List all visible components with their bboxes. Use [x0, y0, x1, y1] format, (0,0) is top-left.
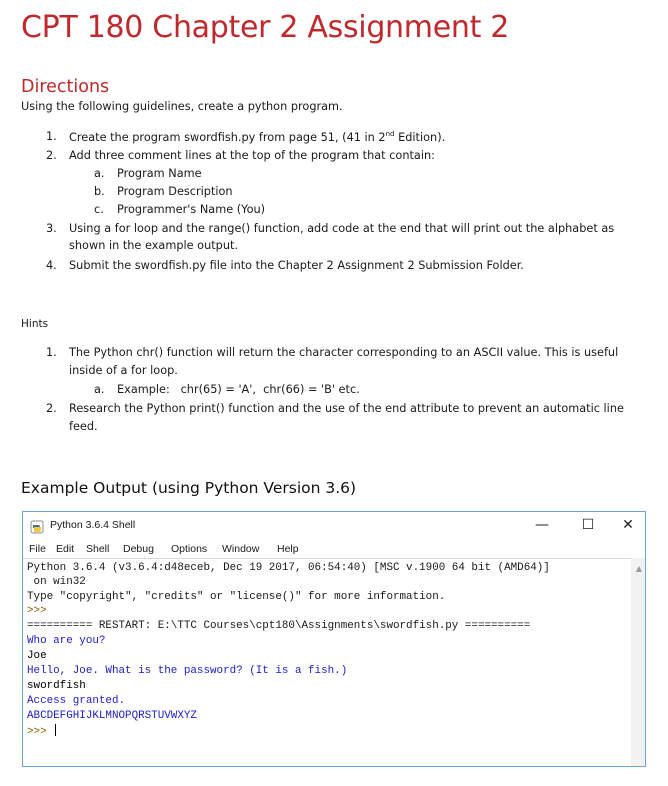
- menu-window[interactable]: Window: [222, 543, 260, 555]
- shell-line: Python 3.6.4 (v3.6.4:d48eceb, Dec 19 2017, 06:54:40) [MSC v.1900 64 bit (AMD64)]: [27, 562, 550, 574]
- list-number: 2.: [46, 149, 57, 162]
- window-title: Python 3.6.4 Shell: [50, 519, 136, 531]
- shell-input-line: swordfish: [27, 680, 86, 692]
- menu-options[interactable]: Options: [171, 543, 208, 555]
- list-number: 4.: [46, 259, 57, 272]
- list-item: Using a for loop and the range() function, add code at the end that will print out the alphabet as: [69, 222, 615, 235]
- shell-prompt-line: >>>: [27, 724, 56, 739]
- list-letter: b.: [94, 185, 105, 198]
- close-button[interactable]: ✕: [622, 517, 634, 533]
- list-letter: a.: [94, 383, 105, 396]
- list-item: Submit the swordfish.py file into the Chapter 2 Assignment 2 Submission Folder.: [69, 259, 524, 272]
- directions-heading: Directions: [21, 77, 110, 97]
- list-item: Program Description: [117, 185, 233, 198]
- shell-output-line: Who are you?: [27, 635, 106, 647]
- title-bar[interactable]: [23, 512, 645, 540]
- list-number: 1.: [46, 346, 57, 359]
- shell-output-line: Hello, Joe. What is the password? (It is a fish.): [27, 665, 348, 677]
- shell-input-line: Joe: [27, 650, 47, 662]
- hints-heading: Hints: [21, 318, 49, 330]
- list-letter: c.: [94, 203, 104, 216]
- shell-output-area[interactable]: [23, 558, 631, 766]
- list-item-continuation: inside of a for loop.: [69, 364, 178, 377]
- list-number: 3.: [46, 222, 57, 235]
- list-item: Research the Python print() function and the use of the end attribute to prevent an automatic line: [69, 402, 624, 415]
- scroll-up-arrow-icon[interactable]: ▲: [635, 564, 642, 573]
- page-title: CPT 180 Chapter 2 Assignment 2: [21, 10, 510, 45]
- python-logo-icon: [30, 519, 44, 533]
- menu-shell[interactable]: Shell: [86, 543, 110, 555]
- list-item-continuation: feed.: [69, 420, 98, 433]
- list-item-continuation: shown in the example output.: [69, 239, 239, 252]
- python-shell-window: [22, 511, 646, 767]
- shell-prompt: >>>: [27, 605, 54, 617]
- menu-bar: [23, 540, 645, 558]
- text-cursor: [55, 724, 56, 736]
- minimize-button[interactable]: —: [535, 517, 549, 533]
- shell-output-line: ABCDEFGHIJKLMNOPQRSTUVWXYZ: [27, 710, 197, 722]
- shell-output-line: Access granted.: [27, 695, 126, 707]
- list-item: The Python chr() function will return the character corresponding to an ASCII value. This is useful: [69, 346, 619, 359]
- shell-line: on win32: [27, 576, 86, 588]
- shell-line: Type "copyright", "credits" or "license()" for more information.: [27, 591, 446, 603]
- list-item: Example: chr(65) = 'A', chr(66) = 'B' etc.: [117, 383, 360, 396]
- menu-debug[interactable]: Debug: [123, 543, 154, 555]
- menu-edit[interactable]: Edit: [56, 543, 75, 555]
- maximize-button[interactable]: ☐: [581, 517, 595, 533]
- menu-file[interactable]: File: [29, 543, 46, 555]
- list-item: Programmer's Name (You): [117, 203, 266, 216]
- example-output-heading: Example Output (using Python Version 3.6): [21, 479, 357, 497]
- list-letter: a.: [94, 167, 105, 180]
- shell-restart-line: ========== RESTART: E:\TTC Courses\cpt180\Assignments\swordfish.py ==========: [27, 620, 531, 632]
- list-number: 2.: [46, 402, 57, 415]
- list-item: Create the program swordfish.py from page 51, (41 in 2nd Edition).: [69, 130, 446, 144]
- menu-help[interactable]: Help: [277, 543, 299, 555]
- directions-intro: Using the following guidelines, create a python program.: [21, 100, 343, 113]
- list-item: Program Name: [117, 167, 202, 180]
- list-item: Add three comment lines at the top of the program that contain:: [69, 149, 435, 162]
- list-number: 1.: [46, 130, 57, 143]
- vertical-scrollbar[interactable]: [631, 558, 645, 766]
